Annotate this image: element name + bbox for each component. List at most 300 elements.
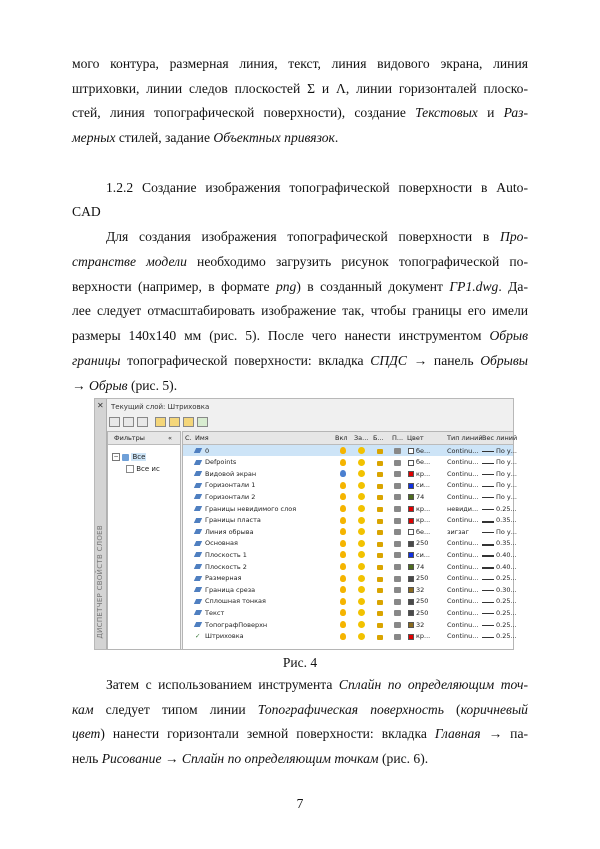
text-run: верхности (например, в формате: [72, 278, 276, 294]
column-header[interactable]: Б...: [373, 434, 384, 442]
text-run: необходимо загрузить рисунок топографической по-: [186, 253, 528, 269]
color-swatch[interactable]: [408, 448, 414, 454]
layer-row[interactable]: [183, 573, 517, 584]
lineweight-sample: [482, 555, 494, 557]
plot-printer-icon[interactable]: [394, 576, 401, 582]
section-heading-continuation: CAD: [72, 204, 101, 219]
lineweight-sample: [482, 590, 494, 591]
freeze-sun-icon[interactable]: [358, 598, 365, 605]
layer-row[interactable]: [183, 491, 517, 502]
text-run: топографической поверхности: вкладка: [120, 353, 371, 368]
text-run: ) нанести горизонтали земной поверхности: вкладка: [100, 726, 435, 741]
freeze-sun-icon[interactable]: [358, 447, 365, 454]
lineweight-sample: [482, 532, 494, 533]
column-header[interactable]: П...: [392, 434, 404, 442]
tree-item-all[interactable]: [112, 453, 146, 461]
color-swatch[interactable]: [408, 587, 414, 593]
text-run: Для создания изображения топографической поверхности в: [106, 229, 501, 244]
italic-term: странстве модели: [72, 253, 187, 269]
on-off-bulb-icon[interactable]: [340, 505, 346, 512]
lock-icon[interactable]: [377, 530, 383, 535]
freeze-sun-icon[interactable]: [358, 528, 365, 535]
text-line: [106, 677, 528, 693]
layer-row[interactable]: [183, 445, 517, 456]
section-heading: 1.2.2 Создание изображения топографической поверхности в Auto-: [106, 180, 528, 195]
color-label: 32: [416, 620, 425, 629]
on-off-bulb-icon[interactable]: [340, 598, 346, 605]
italic-term: Объектных привязок: [213, 129, 335, 145]
color-label: кр...: [416, 469, 431, 478]
set-current-icon[interactable]: [197, 417, 208, 427]
lineweight[interactable]: По у...: [496, 492, 517, 501]
layer-status-icon: [194, 610, 202, 615]
lineweight[interactable]: 0.25...: [496, 608, 517, 617]
linetype[interactable]: Continu...: [447, 481, 479, 490]
italic-term: Обрыв: [489, 328, 528, 344]
lock-icon[interactable]: [377, 542, 383, 547]
column-header[interactable]: Цвет: [407, 434, 424, 442]
layer-name[interactable]: Основная: [205, 539, 238, 548]
italic-term: цвет: [72, 726, 101, 741]
text-run: (: [443, 701, 461, 717]
lock-icon[interactable]: [377, 519, 383, 524]
lock-icon[interactable]: [377, 565, 383, 570]
text-run: → панель: [406, 353, 481, 368]
color-swatch[interactable]: [408, 518, 414, 524]
color-label: 32: [416, 585, 425, 594]
plot-printer-icon[interactable]: [394, 529, 401, 535]
color-label: бе...: [416, 446, 431, 455]
layer-row[interactable]: [183, 619, 517, 630]
on-off-bulb-icon[interactable]: [340, 621, 346, 628]
linetype[interactable]: Continu...: [447, 446, 479, 455]
color-swatch[interactable]: [408, 529, 414, 535]
lineweight[interactable]: 0.40...: [496, 562, 517, 571]
text-run: стилей, задание: [115, 129, 214, 145]
layer-status-icon: [194, 564, 202, 569]
lock-icon[interactable]: [377, 611, 383, 616]
color-swatch[interactable]: [408, 506, 414, 512]
lineweight[interactable]: 0.40...: [496, 550, 517, 559]
lineweight[interactable]: По у...: [496, 446, 517, 455]
layer-status-icon: [194, 552, 202, 557]
lock-icon[interactable]: [377, 577, 383, 582]
color-swatch[interactable]: [408, 494, 414, 500]
on-off-bulb-icon[interactable]: [340, 493, 346, 500]
plot-printer-icon[interactable]: [394, 552, 401, 558]
plot-printer-icon[interactable]: [394, 634, 401, 640]
layer-row[interactable]: [183, 538, 517, 549]
text-line: [72, 279, 528, 295]
lock-icon[interactable]: [377, 495, 383, 500]
column-header[interactable]: С.: [185, 434, 192, 442]
plot-printer-icon[interactable]: [394, 564, 401, 570]
delete-layer-icon[interactable]: [183, 417, 194, 427]
freeze-sun-icon[interactable]: [358, 575, 365, 582]
color-label: 250: [416, 539, 429, 548]
italic-term: мерных: [72, 129, 116, 145]
color-swatch[interactable]: [408, 610, 414, 616]
new-layer-icon[interactable]: [155, 417, 166, 427]
layer-row[interactable]: [183, 549, 517, 560]
column-header[interactable]: За...: [354, 434, 369, 442]
text-run: → па-: [480, 726, 529, 741]
text-line: [72, 378, 528, 394]
freeze-sun-icon[interactable]: [358, 621, 365, 628]
color-label: 250: [416, 597, 429, 606]
italic-term: границы: [72, 353, 121, 368]
on-off-bulb-icon[interactable]: [340, 540, 346, 547]
lock-icon[interactable]: [377, 553, 383, 558]
layer-name[interactable]: Плоскость 1: [205, 550, 247, 559]
layer-row[interactable]: [183, 631, 517, 642]
lock-icon[interactable]: [377, 484, 383, 489]
on-off-bulb-icon[interactable]: [340, 459, 346, 466]
freeze-sun-icon[interactable]: [358, 586, 365, 593]
text-run: . Да-: [498, 278, 528, 294]
italic-term: Про-: [500, 229, 528, 244]
text-run: (рис. 5).: [127, 377, 178, 393]
freeze-sun-icon[interactable]: [358, 493, 365, 500]
filters-tree-panel: [107, 431, 181, 650]
color-swatch[interactable]: [408, 634, 414, 640]
color-label: кр...: [416, 632, 431, 641]
lineweight[interactable]: По у...: [496, 527, 517, 536]
text-run: ) в созданный документ: [296, 278, 450, 294]
text-run: .: [334, 129, 339, 145]
lineweight[interactable]: По у...: [496, 469, 517, 478]
palette-title: ДИСПЕТЧЕР СВОЙСТВ СЛОЕВ: [96, 525, 104, 639]
on-off-bulb-icon[interactable]: [340, 586, 346, 593]
lineweight-sample: [482, 579, 494, 580]
layer-name[interactable]: Границы невидимого слоя: [205, 504, 297, 513]
filter-icon: [126, 465, 134, 473]
lineweight-sample: [482, 567, 494, 569]
text-run: размеры 140х140 мм (рис. 5). После чего нанести инструментом: [72, 328, 490, 344]
figure-caption: Рис. 4: [282, 655, 318, 670]
color-label: 74: [416, 492, 425, 501]
italic-term: СПДС: [370, 353, 407, 368]
column-header[interactable]: Тип линий: [447, 434, 483, 442]
freeze-sun-icon[interactable]: [358, 505, 365, 512]
color-label: 250: [416, 574, 429, 583]
page-number: 7: [296, 796, 304, 811]
italic-term: коричневый: [460, 701, 528, 717]
filter-icon: [122, 454, 129, 461]
layer-table-header: [183, 432, 518, 445]
new-group-filter-icon[interactable]: [123, 417, 134, 427]
layer-status-icon: [194, 587, 202, 592]
layer-name[interactable]: Горизонтали 1: [205, 481, 256, 490]
layer-name[interactable]: Сплошная тонкая: [205, 597, 266, 606]
freeze-sun-icon[interactable]: [358, 551, 365, 558]
on-off-bulb-icon[interactable]: [340, 517, 346, 524]
lineweight[interactable]: 0.35...: [496, 539, 517, 548]
text-run: лее следует отмасштабировать изображение так, чтобы границы его имели: [72, 303, 528, 319]
layer-row[interactable]: [183, 561, 517, 572]
layer-status-icon: [194, 529, 202, 534]
color-label: 250: [416, 608, 429, 617]
close-icon[interactable]: ✕: [97, 401, 104, 410]
layer-name[interactable]: Плоскость 2: [205, 562, 247, 571]
layer-status-icon: [194, 448, 202, 453]
color-label: бе...: [416, 527, 431, 536]
layer-name[interactable]: Граница среза: [205, 585, 256, 594]
lineweight-sample: [482, 521, 494, 523]
lock-icon[interactable]: [377, 588, 383, 593]
color-swatch[interactable]: [408, 471, 414, 477]
layer-name[interactable]: Размерная: [205, 574, 242, 583]
linetype[interactable]: Continu...: [447, 492, 479, 501]
text-run: →: [161, 750, 182, 766]
lock-icon[interactable]: [377, 461, 383, 466]
tree-item-all-label: Все: [132, 453, 146, 461]
lineweight[interactable]: По у...: [496, 481, 517, 490]
text-line: [72, 303, 528, 319]
column-header[interactable]: Вес линий: [482, 434, 518, 442]
layer-row[interactable]: [183, 584, 517, 595]
freeze-sun-icon[interactable]: [358, 540, 365, 547]
layer-row[interactable]: [183, 526, 517, 537]
linetype[interactable]: Continu...: [447, 620, 479, 629]
freeze-sun-icon[interactable]: [358, 482, 365, 489]
new-property-filter-icon[interactable]: [109, 417, 120, 427]
layer-status-icon: [194, 576, 202, 581]
layer-status-icon: [194, 460, 202, 465]
linetype[interactable]: Continu...: [447, 516, 479, 525]
color-label: кр...: [416, 516, 431, 525]
freeze-sun-icon[interactable]: [358, 633, 365, 640]
lineweight[interactable]: 0.25...: [496, 632, 517, 641]
italic-term: Обрывы: [480, 353, 528, 368]
lock-icon[interactable]: [377, 600, 383, 605]
layer-row[interactable]: [183, 503, 517, 514]
color-label: си...: [416, 481, 430, 490]
color-label: бе...: [416, 458, 431, 467]
layer-row[interactable]: [183, 515, 517, 526]
linetype[interactable]: Continu...: [447, 539, 479, 548]
color-swatch[interactable]: [408, 564, 414, 570]
lineweight-sample: [482, 602, 494, 603]
linetype[interactable]: Continu...: [447, 632, 479, 641]
linetype[interactable]: Continu...: [447, 469, 479, 478]
text-run: следует типом линии: [93, 701, 258, 717]
italic-term: Сплайн по определяющим точ-: [338, 677, 528, 692]
italic-term: Текстовых: [415, 105, 478, 120]
filters-header: [108, 432, 180, 445]
lineweight-sample: [482, 451, 494, 452]
layer-status-icon: [194, 599, 202, 604]
linetype[interactable]: Continu...: [447, 585, 479, 594]
linetype[interactable]: Continu...: [447, 458, 479, 467]
plot-printer-icon[interactable]: [394, 587, 401, 593]
current-layer-check-icon: ✓: [195, 632, 201, 641]
linetype[interactable]: невиди...: [447, 504, 479, 513]
lineweight[interactable]: 0.30...: [496, 585, 517, 594]
lineweight-sample: [482, 474, 494, 475]
plot-printer-icon[interactable]: [394, 494, 401, 500]
on-off-bulb-icon[interactable]: [340, 528, 346, 535]
on-off-bulb-icon[interactable]: [340, 482, 346, 489]
text-line: [72, 254, 528, 270]
layer-name[interactable]: ТопографПоверхн: [205, 620, 268, 629]
lineweight-sample: [482, 486, 494, 487]
color-swatch[interactable]: [408, 552, 414, 558]
layer-status-icon: [194, 518, 202, 523]
text-line: [106, 229, 528, 245]
color-swatch[interactable]: [408, 599, 414, 605]
palette-side-bar: [95, 399, 107, 649]
italic-term: Сплайн по определяющим точкам: [181, 750, 379, 766]
plot-printer-icon[interactable]: [394, 506, 401, 512]
layer-toolbar: [109, 415, 509, 429]
current-layer-label: Текущий слой: Штриховка: [111, 403, 210, 411]
layer-table: [182, 431, 518, 650]
layer-status-icon: [194, 494, 202, 499]
text-line: [72, 702, 528, 718]
layer-name[interactable]: Видовой экран: [205, 469, 257, 478]
linetype[interactable]: Continu...: [447, 574, 479, 583]
column-header[interactable]: Имя: [195, 434, 209, 442]
lock-icon[interactable]: [377, 472, 383, 477]
text-line: [72, 56, 528, 72]
text-run: нель: [72, 750, 102, 766]
lineweight[interactable]: 0.35...: [496, 516, 517, 525]
layer-name[interactable]: Defpoints: [205, 458, 237, 467]
lineweight[interactable]: 0.25...: [496, 574, 517, 583]
text-run: и: [477, 105, 504, 120]
freeze-sun-icon[interactable]: [358, 517, 365, 524]
lineweight-sample: [482, 497, 494, 498]
lineweight[interactable]: 0.25...: [496, 504, 517, 513]
lineweight[interactable]: 0.25...: [496, 620, 517, 629]
italic-term: png: [275, 278, 297, 294]
lineweight[interactable]: 0.25...: [496, 597, 517, 606]
freeze-sun-icon[interactable]: [358, 609, 365, 616]
layer-row[interactable]: [183, 480, 517, 491]
layer-status-icon: [194, 483, 202, 488]
plot-printer-icon[interactable]: [394, 460, 401, 466]
plot-printer-icon[interactable]: [394, 448, 401, 454]
text-line: [72, 81, 528, 97]
text-run: мого контура, размерная линия, текст, линия видового экрана, линия: [72, 56, 528, 71]
linetype[interactable]: Continu...: [447, 608, 479, 617]
text-line: [72, 105, 528, 121]
text-run: (рис. 6).: [378, 750, 429, 766]
italic-term: Обрыв: [89, 377, 128, 393]
text-line: [72, 353, 528, 369]
lineweight-sample: [482, 625, 494, 626]
layer-name[interactable]: Горизонтали 2: [205, 492, 256, 501]
color-swatch[interactable]: [408, 541, 414, 547]
on-off-bulb-icon[interactable]: [340, 551, 346, 558]
italic-term: Раз-: [503, 105, 528, 120]
layer-name[interactable]: Текст: [205, 608, 225, 617]
color-swatch[interactable]: [408, 622, 414, 628]
new-vp-frozen-layer-icon[interactable]: [169, 417, 180, 427]
on-off-bulb-icon[interactable]: [340, 470, 346, 477]
filters-title: Фильтры: [114, 434, 145, 442]
layer-name[interactable]: Границы пласта: [205, 516, 261, 525]
collapse-icon[interactable]: «: [168, 434, 172, 442]
on-off-bulb-icon[interactable]: [340, 447, 346, 454]
on-off-bulb-icon[interactable]: [340, 633, 346, 640]
lineweight-sample: [482, 509, 494, 510]
plot-printer-icon[interactable]: [394, 483, 401, 489]
layer-name[interactable]: Линия обрыва: [205, 527, 254, 536]
text-line: [72, 726, 528, 742]
layer-states-icon[interactable]: [137, 417, 148, 427]
lock-icon[interactable]: [377, 623, 383, 628]
color-swatch[interactable]: [408, 460, 414, 466]
color-label: си...: [416, 550, 430, 559]
plot-printer-icon[interactable]: [394, 541, 401, 547]
layer-row[interactable]: [183, 607, 517, 618]
plot-printer-icon[interactable]: [394, 518, 401, 524]
layer-name[interactable]: Штриховка: [205, 632, 244, 641]
text-run: штриховки, линии следов плоскостей Σ и Λ, линии горизонталей плоско-: [72, 80, 528, 96]
linetype[interactable]: Continu...: [447, 550, 479, 559]
on-off-bulb-icon[interactable]: [340, 609, 346, 616]
column-header[interactable]: Вкл: [335, 434, 348, 442]
layer-row[interactable]: [183, 468, 517, 479]
color-swatch[interactable]: [408, 576, 414, 582]
layer-status-icon: [194, 622, 202, 627]
layer-row[interactable]: [183, 457, 517, 468]
linetype[interactable]: Continu...: [447, 562, 479, 571]
text-run: стей, линия топографической поверхности), создание: [72, 105, 416, 120]
lineweight[interactable]: По у...: [496, 458, 517, 467]
lineweight-sample: [482, 613, 494, 614]
italic-term: Главная: [434, 726, 481, 741]
italic-term: кам: [72, 701, 94, 717]
color-label: 74: [416, 562, 425, 571]
color-label: кр...: [416, 504, 431, 513]
tree-expander-icon[interactable]: −: [113, 453, 119, 460]
plot-printer-icon[interactable]: [394, 622, 401, 628]
lineweight-sample: [482, 637, 494, 638]
plot-printer-icon[interactable]: [394, 610, 401, 616]
color-swatch[interactable]: [408, 483, 414, 489]
on-off-bulb-icon[interactable]: [340, 563, 346, 570]
layer-row[interactable]: [183, 596, 517, 607]
italic-term: ГР1.dwg: [449, 278, 499, 294]
layer-name[interactable]: 0: [205, 446, 210, 455]
lock-icon[interactable]: [377, 635, 383, 640]
tree-item-used-label: Все ис: [136, 465, 160, 473]
plot-printer-icon[interactable]: [394, 471, 401, 477]
plot-printer-icon[interactable]: [394, 599, 401, 605]
linetype[interactable]: Continu...: [447, 597, 479, 606]
layer-status-icon: [194, 471, 202, 476]
freeze-sun-icon[interactable]: [358, 459, 365, 466]
tree-item-used[interactable]: [126, 465, 160, 473]
text-run: Затем с использованием инструмента: [106, 677, 339, 692]
italic-term: Топографическая поверхность: [257, 701, 444, 717]
on-off-bulb-icon[interactable]: [340, 575, 346, 582]
lock-icon[interactable]: [377, 507, 383, 512]
layer-status-icon: [194, 506, 202, 511]
italic-term: Рисование: [101, 750, 162, 766]
layer-status-icon: [194, 541, 202, 546]
freeze-sun-icon[interactable]: [358, 563, 365, 570]
lock-icon[interactable]: [377, 449, 383, 454]
lineweight-sample: [482, 544, 494, 546]
linetype[interactable]: зигзаг: [447, 527, 469, 536]
lineweight-sample: [482, 463, 494, 464]
freeze-sun-icon[interactable]: [358, 470, 365, 477]
text-line: [72, 130, 528, 146]
